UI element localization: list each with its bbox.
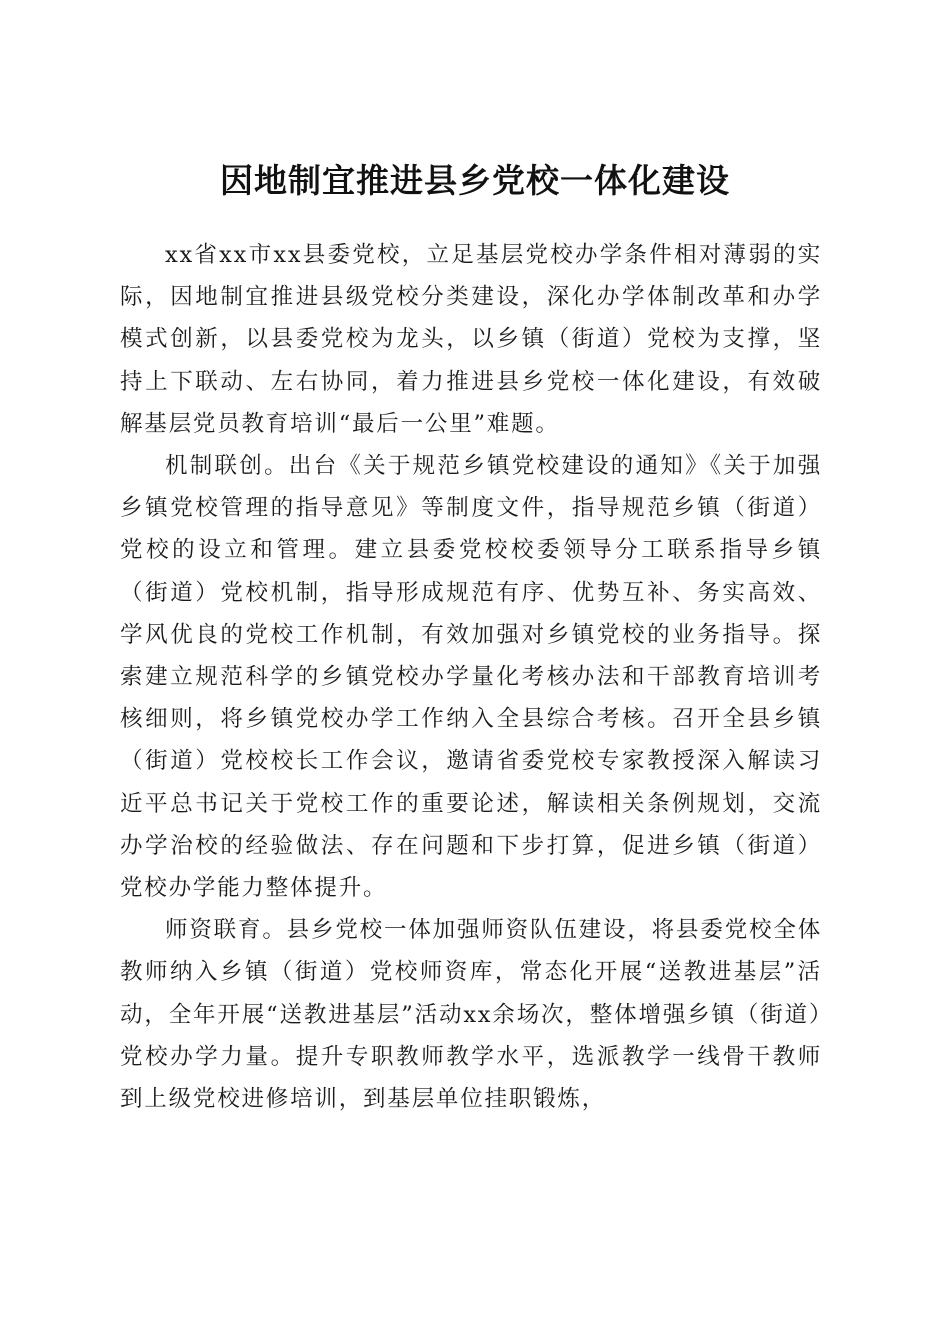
document-title: 因地制宜推进县乡党校一体化建设 bbox=[220, 161, 730, 201]
document-body bbox=[120, 234, 822, 1120]
paragraph-intro: xx省xx市xx县委党校，立足基层党校办学条件相对薄弱的实际，因地制宜推进县级党校分类建设，深化办学体制改革和办学模式创新，以县委党校为龙头，以乡镇（街道）党校为支撑，坚持上下联动、左右协同，着力推进县乡党校一体化建设，有效破解基层党员教育培训“最后一公里”难题。 bbox=[120, 242, 822, 437]
paragraph-teachers: 师资联育。县乡党校一体加强师资队伍建设，将县委党校全体教师纳入乡镇（街道）党校师资库，常态化开展“送教进基层”活动，全年开展“送教进基层”活动xx余场次，整体增强乡镇（街道）党校办学力量。提升专职教师教学水平，选派教学一线骨干教师到上级党校进修培训，到基层单位挂职锻炼， bbox=[120, 917, 822, 1113]
paragraph-mechanism: 机制联创。出台《关于规范乡镇党校建设的通知》《关于加强乡镇党校管理的指导意见》等制度文件，指导规范乡镇（街道）党校的设立和管理。建立县委党校校委领导分工联系指导乡镇（街道）党校机制，指导形成规范有序、优势互补、务实高效、学风优良的党校工作机制，有效加强对乡镇党校的业务指导。探索建立规范科学的乡镇党校办学量化考核办法和干部教育培训考核细则，将乡镇党校办学工作纳入全县综合考核。召开全县乡镇（街道）党校校长工作会议，邀请省委党校专家教授深入解读习近平总书记关于党校工作的重要论述，解读相关条例规划，交流办学治校的经验做法、存在问题和下步打算，促进乡镇（街道）党校办学能力整体提升。 bbox=[120, 453, 822, 902]
